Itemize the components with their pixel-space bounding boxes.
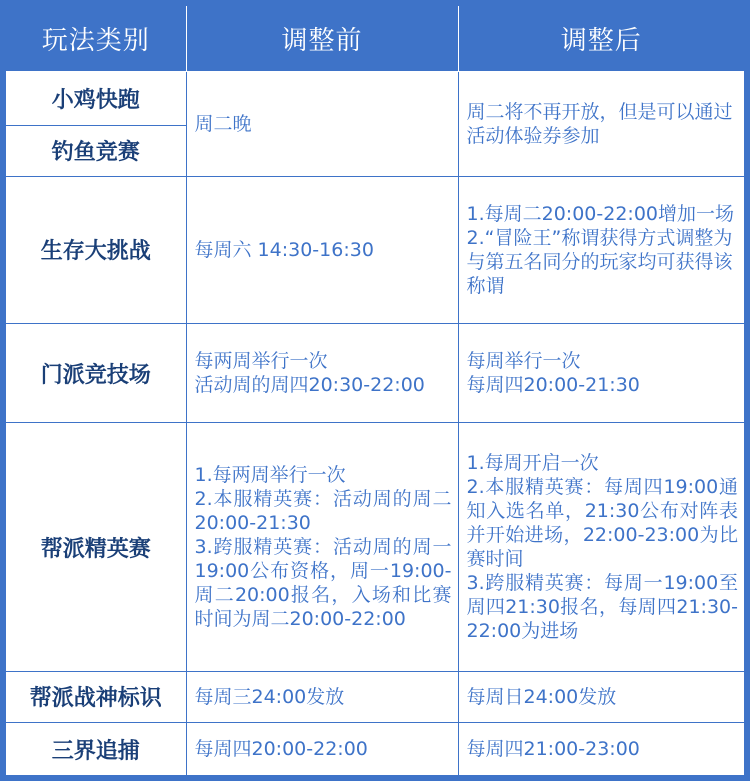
before-cell bbox=[186, 723, 458, 775]
before-cell bbox=[186, 72, 458, 177]
header-before: 调整前 bbox=[186, 6, 458, 72]
after-text: 1.每周开启一次 bbox=[466, 452, 599, 475]
table-row bbox=[6, 72, 744, 125]
before-cell bbox=[186, 671, 458, 722]
before-text: 3.跨服精英赛：活动周的周一19:00公布资格，周一19:00-周二20:00报名，入场和比赛时间为周二20:00-22:00 bbox=[194, 536, 452, 631]
table-row bbox=[6, 423, 744, 671]
before-text: 每周三24:00发放 bbox=[194, 685, 345, 708]
before-text: 每周六 14:30-16:30 bbox=[194, 238, 374, 261]
after-text: 3.跨服精英赛：每周一19:00至周四21:30报名，每周四21:30-22:00为进场 bbox=[466, 572, 738, 643]
before-text: 周二晚 bbox=[194, 113, 252, 136]
before-cell bbox=[186, 423, 458, 671]
before-text: 活动周的周四20:30-22:00 bbox=[194, 374, 425, 396]
header-after: 调整后 bbox=[458, 6, 744, 72]
schedule-adjustment-table bbox=[6, 6, 744, 775]
table-row bbox=[6, 671, 744, 722]
category-cell: 帮派战神标识 bbox=[6, 671, 186, 722]
category-cell: 小鸡快跑 bbox=[6, 72, 186, 125]
after-text: 1.每周二20:00-22:00增加一场 bbox=[466, 202, 734, 225]
after-text: 每周举行一次 bbox=[466, 350, 581, 372]
category-cell: 门派竞技场 bbox=[6, 323, 186, 423]
before-text: 每两周举行一次 bbox=[194, 350, 328, 372]
after-text: 2.本服精英赛：每周四19:00通知入选名单，21:30公布对阵表并开始进场，22:00-23:00为比赛时间 bbox=[466, 476, 738, 571]
header-row bbox=[6, 6, 744, 72]
table-row bbox=[6, 176, 744, 323]
after-text: 每周四20:00-21:30 bbox=[466, 374, 640, 396]
after-text: 周二将不再开放，但是可以通过活动体验券参加 bbox=[466, 101, 733, 148]
after-cell bbox=[458, 176, 744, 323]
before-text: 每周四20:00-22:00 bbox=[194, 738, 368, 761]
after-cell bbox=[458, 671, 744, 722]
after-cell bbox=[458, 423, 744, 671]
table-row bbox=[6, 323, 744, 423]
before-text: 2.本服精英赛：活动周的周二20:00-21:30 bbox=[194, 488, 452, 535]
category-cell: 生存大挑战 bbox=[6, 176, 186, 323]
after-text: 每周四21:00-23:00 bbox=[466, 738, 640, 761]
after-text: 2.“冒险王”称谓获得方式调整为与第五名同分的玩家均可获得该称谓 bbox=[466, 226, 733, 297]
before-cell bbox=[186, 176, 458, 323]
after-cell bbox=[458, 323, 744, 423]
category-cell: 帮派精英赛 bbox=[6, 423, 186, 671]
category-cell: 三界追捕 bbox=[6, 723, 186, 775]
table-row bbox=[6, 723, 744, 775]
before-cell bbox=[186, 323, 458, 423]
after-text: 每周日24:00发放 bbox=[466, 685, 617, 708]
header-category: 玩法类别 bbox=[6, 6, 186, 72]
category-cell: 钓鱼竞赛 bbox=[6, 125, 186, 176]
before-text: 1.每两周举行一次 bbox=[194, 464, 346, 487]
after-cell bbox=[458, 72, 744, 177]
after-cell bbox=[458, 723, 744, 775]
